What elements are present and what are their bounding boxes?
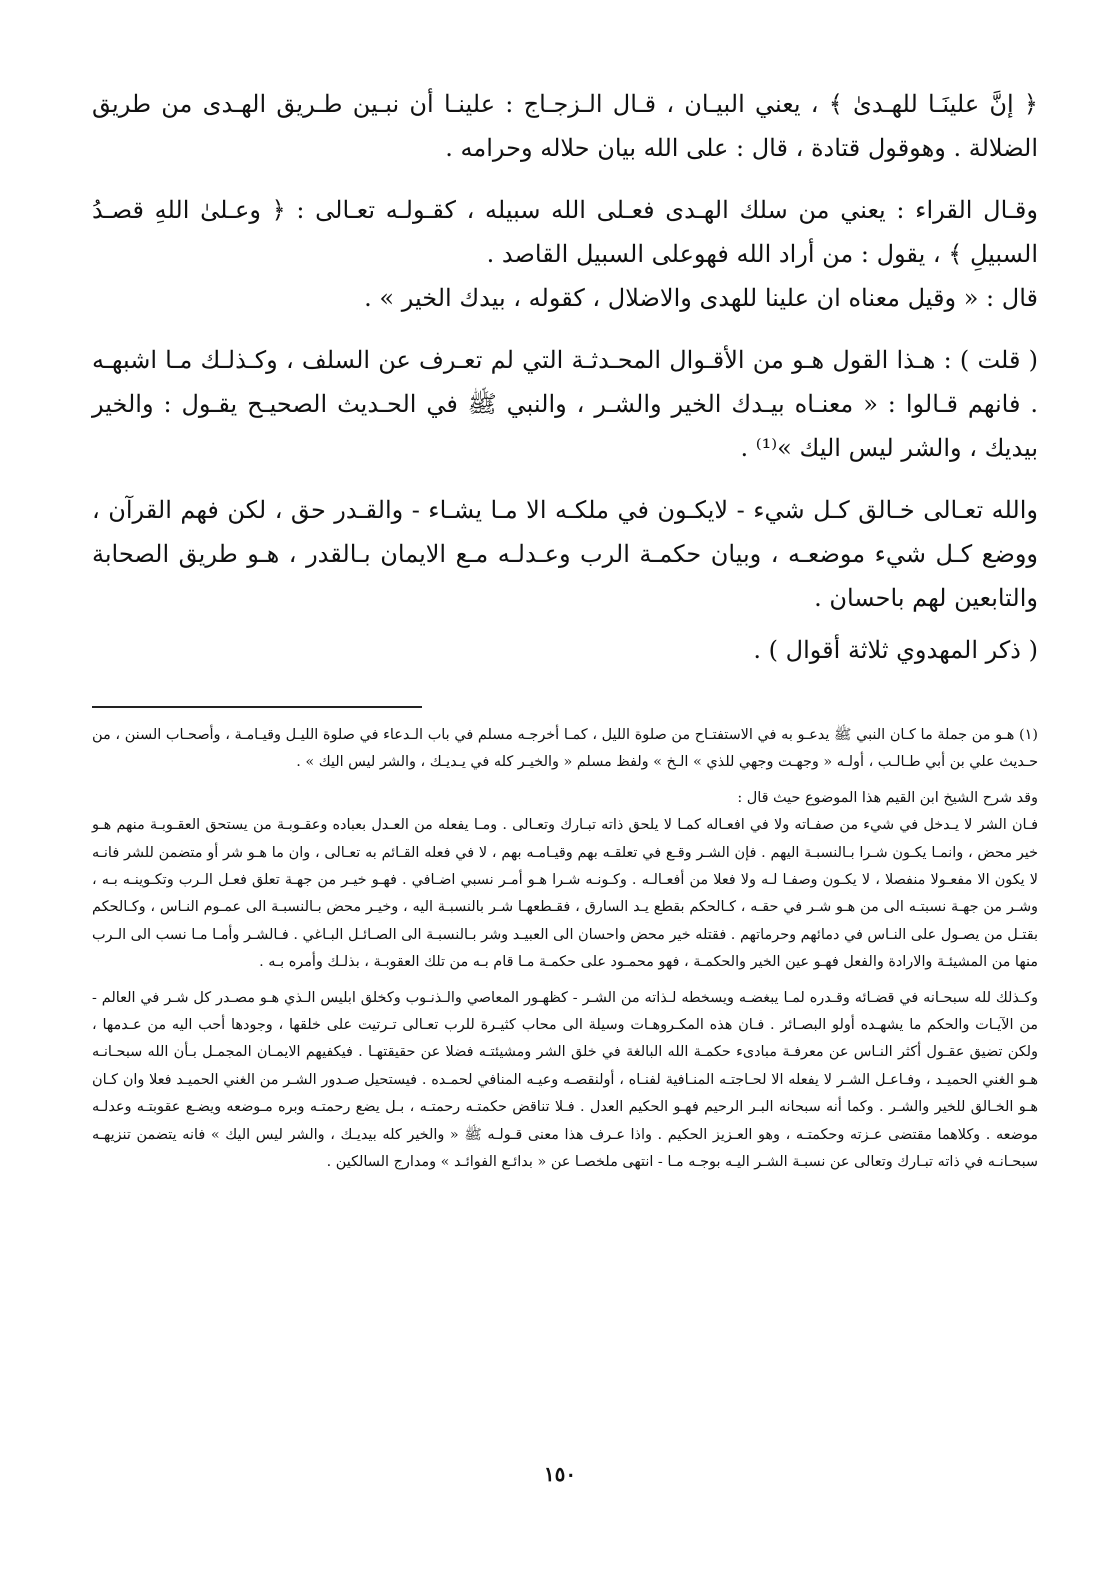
main-paragraph: ( ذكر المهدوي ثلاثة أقوال ) . [753,636,1038,664]
page-number: ١٥٠ [543,1462,577,1486]
footnote-paragraph: (١) هـو من جملة ما كـان النبي ﷺ يدعـو به في الاستفتـاح من صلوة الليل ، كمـا أخرجـه مسلم في باب الـدعاء في صلوة الليـل وقيـامـة ، وأصحـاب السنن ، من حـديث علي بن أبي طـالـب ، أولـه « وجهـت وجهي للذي » الـخ » ولفظ مسلم « والخيـر كله في يـديـك ، والشر ليس اليك » . [92,727,1038,771]
footnote-paragraph: وكـذلك لله سبحـانه في قضـائه وقـدره لمـا يبغضـه ويسخطه لـذاته من الشـر - كظهـور المعاصي والـذنـوب وكخلق ابليس الـذي هـو مصـدر كل شـر في العالم - من الآيـات والحكم ما يشهـده أولو البصـائر . فـان هذه المكـروهـات وسيلة الى محاب كثيـرة للرب تعـالى تـرتيت على خلقها ، وجودها أحب اليه من عـدمها ، ولكن تضيق عقـول أكثر النـاس عن معرفـة مبادىء حكمـة الله البالغة في خلق الشر ومشيئتـه فضلا عن حقيقتهـا . فيكفيهم الايمـان المجمـل بـأن الله سبحـانـه هـو الغني الحميـد ، وفـاعـل الشـر لا يفعله الا لحـاجتـه المنـافية لفنـاه ، أولنقصـه وعيـه المنافي لحمـده . فيستحيل صـدور الشـر من الغني الحميـد فعلا وان كـان هـو الخـالق للخير والشـر . وكما أنه سبحانه البـر الرحيم فهـو الحكيم العدل . فـلا تناقض حكمتـه رحمتـه ، بـل يضع رحمتـه وبره مـوضعه ويضـع عقوبتـه وعدلـه موضعه . وكلاهما مقتضى عـزته وحكمتـه ، وهو العـزيز الحكيم . واذا عـرف هذا معنى قـولـه ﷺ « والخير كله بيديـك ، والشر ليس اليك » فانه يتضمن تنزيهـه سبحـانـه في ذاته تبـارك وتعالى عن نسبـة الشـر اليـه بوجـه مـا - انتهى ملخصـا عن « بدائـع الفوائـد » ومدارج السالكين . [92,989,1038,1171]
footnote-paragraph: وقد شرح الشيخ ابن القيم هذا الموضوع حيث قال : [737,789,1038,806]
main-paragraph: قال : « وقيل معناه ان علينا للهدى والاضلال ، كقوله ، بيدك الخير » . [364,284,1038,312]
footnotes [92,722,1038,1177]
footnote-paragraph: فـان الشر لا يـدخل في شيء من صفـاته ولا في افعـاله كمـا لا يلحق ذاته تبـارك وتعـالى . ومـا يفعله من العـدل بعباده وعقـوبـة من يستحق العقـوبـة منهم هـو خير محض ، وانمـا يكـون شـرا بـالنسبـة اليهم . فإن الشـر وقـع في تعلقـه بهم وقيـامـه بهم ، لا في فعله القـائم به تعـالى ، وان ما هـو شر أو متضمن للشر فانـه لا يكون الا مفعـولا منفصلا ، لا يكـون وصفـا لـه ولا فعلا من أفعـالـه . وكـونـه شـرا هـو أمـر نسبي اضـافي . فهـو خيـر من جهـة تعلق فعـل الـرب وتكـوينـه بـه ، وشـر من جهـة نسبتـه الى من هـو شـر في حقـه ، كـالحكم بقطع يـد السارق ، فقـطعهـا شـر بالنسبـة اليه ، وخيـر محض بـالنسبـة الى عمـوم النـاس ، وكـالحكم بقتـل من يصـول على النـاس في دمائهم وحرماتهم . فقتله خير محض واحسان الى العبيـد وشر بـالنسبـة الى الصـائـل البـاغي . فـالشـر وأمـا مـا نسب الى الـرب منها من المشيئـة والارادة والفعل فهـو عين الخير والحكمـة ، فهو محمـود على حكمـة مـا قام بـه من تلك العقوبـة ، بذلـك وأمره بـه . [92,817,1038,971]
main-paragraph: والله تعـالى خـالق كـل شيء - لايكـون في ملكـه الا مـا يشـاء - والقـدر حق ، لكن فهم القرآن ، ووضع كـل شيء موضعـه ، وبيان حكمـة الرب وعـدلـه مـع الايمان بـالقدر ، هـو طريق الصحابة والتابعين لهم باحسان . [92,496,1038,612]
main-paragraph: ﴿ إنَّ علينَـا للهـدىٰ ﴾ ، يعني البيـان ، قـال الـزجـاج : علينـا أن نبـين طـريق الهـدى من طريق الضلالة . وهوقول قتادة ، قال : على الله بيان حلاله وحرامه . [92,90,1038,162]
footnote-separator [92,706,422,708]
main-text [92,82,1038,672]
main-paragraph: ( قلت ) : هـذا القول هـو من الأقـوال المحـدثـة التي لم تعـرف عن السلف ، وكـذلـك مـا اشبهـه . فانهم قـالوا : « معنـاه بيـدك الخير والشـر ، والنبي ﷺ في الحـديث الصحيـح يقـول : والخير بيديك ، والشر ليس اليك »⁽¹⁾ . [92,346,1038,462]
main-paragraph: وقـال القراء : يعني من سلك الهـدى فعـلى الله سبيله ، كقـولـه تعـالى : ﴿ وعـلىٰ اللهِ قصـدُ السبيلِ ﴾ ، يقول : من أراد الله فهوعلى السبيل القاصد . [92,196,1038,268]
